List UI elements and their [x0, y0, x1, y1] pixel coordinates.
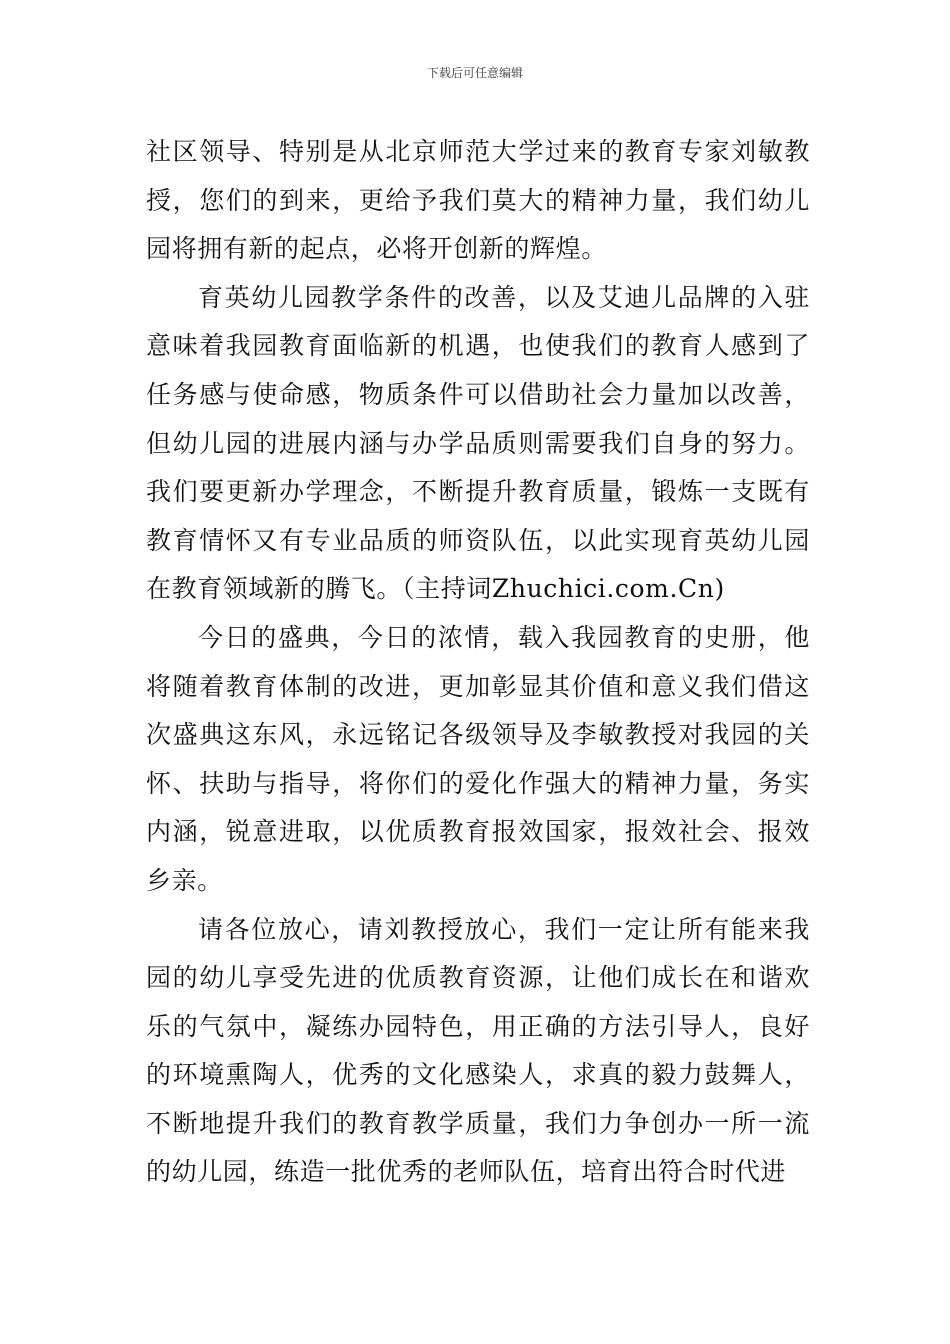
page-header-note: 下载后可任意编辑	[426, 66, 523, 80]
document-body	[146, 128, 810, 1197]
paragraph-3: 今日的盛典，今日的浓情，载入我园教育的史册，他将随着教育体制的改进，更加彰显其价值和意义我们借这次盛典这东风，永远铭记各级领导及李敏教授对我园的关怀、扶助与指导，将你们的爱化作强大的精神力量，务实内涵，锐意进取，以优质教育报效国家，报效社会、报效乡亲。	[146, 622, 810, 895]
paragraph-1: 社区领导、特别是从北京师范大学过来的教育专家刘敏教授，您们的到来，更给予我们莫大的精神力量，我们幼儿园将拥有新的起点，必将开创新的辉煌。	[146, 137, 810, 264]
paragraph-2: 育英幼儿园教学条件的改善，以及艾迪儿品牌的入驻意味着我园教育面临新的机遇，也使我们的教育人感到了任务感与使命感，物质条件可以借助社会力量加以改善，但幼儿园的进展内涵与办学品质则需要我们自身的努力。我们要更新办学理念，不断提升教育质量，锻炼一支既有教育情怀又有专业品质的师资队伍，以此实现育英幼儿园在教育领域新的腾飞。（主持词Zhuchici.com.Cn)	[146, 282, 810, 604]
paragraph-4: 请各位放心，请刘教授放心，我们一定让所有能来我园的幼儿享受先进的优质教育资源，让他们成长在和谐欢乐的气氛中，凝练办园特色，用正确的方法引导人，良好的环境熏陶人，优秀的文化感染人，求真的毅力鼓舞人，不断地提升我们的教育教学质量，我们力争创办一所一流的幼儿园，练造一批优秀的老师队伍，培育出符合时代进	[146, 914, 810, 1187]
